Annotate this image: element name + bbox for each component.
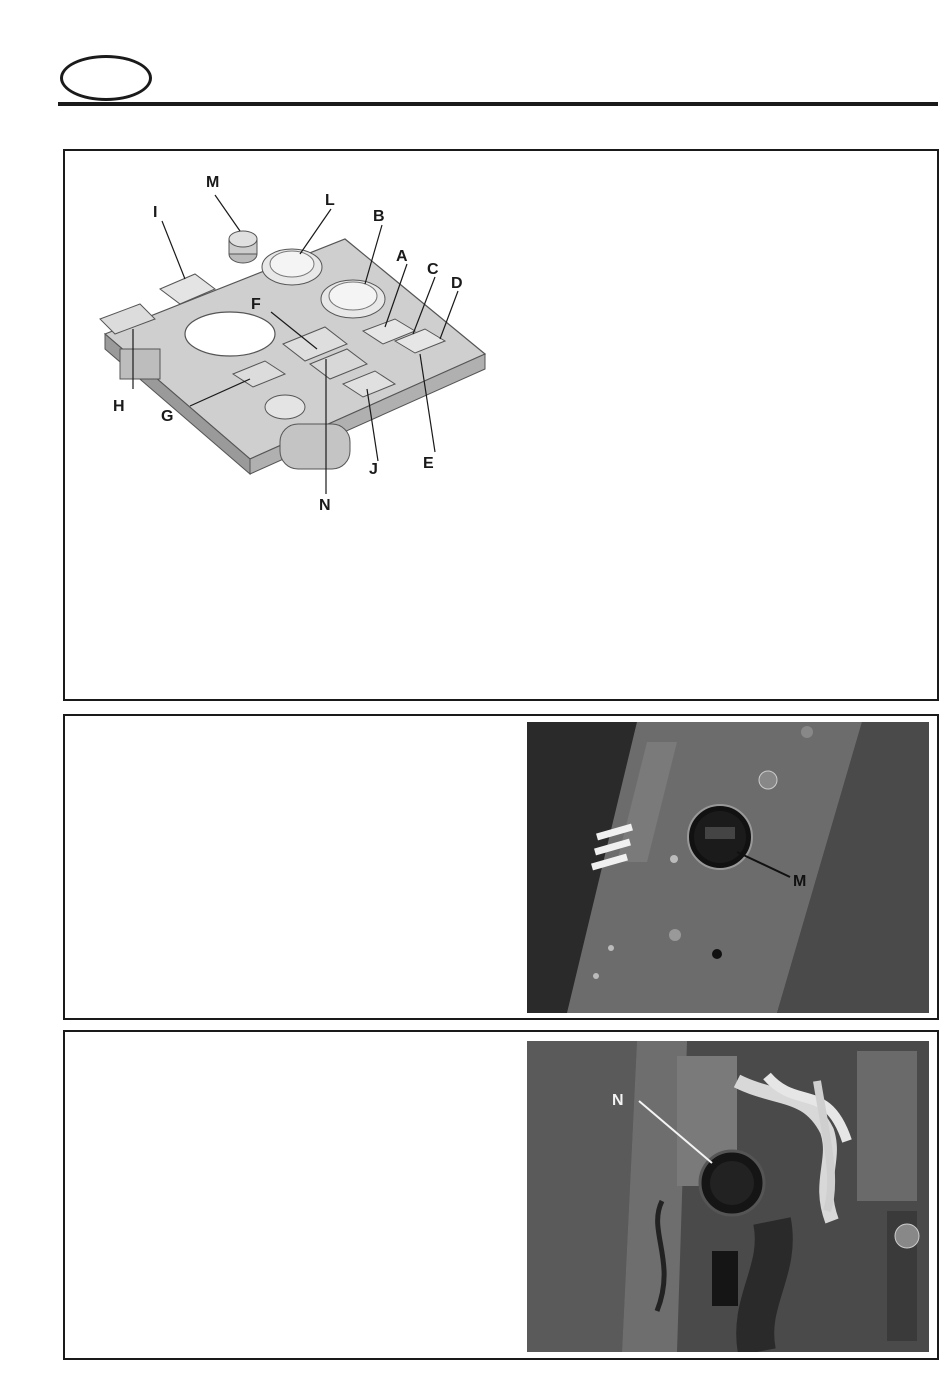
component-n-photo (527, 1041, 929, 1352)
callout-c: C (427, 261, 439, 278)
component-n-figure (63, 1030, 939, 1360)
callout-g: G (161, 408, 174, 425)
hour-meter-photo (527, 722, 929, 1013)
header-rule (58, 102, 938, 106)
control-panel-diagram (85, 169, 505, 549)
callout-m: M (206, 174, 220, 191)
hour-meter-figure (63, 714, 939, 1020)
callout-d: D (451, 275, 463, 292)
callout-h: H (113, 398, 125, 415)
photo-callout-n: N (612, 1092, 624, 1109)
callout-f: F (251, 296, 261, 313)
callout-l: L (325, 192, 335, 209)
callout-e: E (423, 455, 434, 472)
callout-n: N (319, 497, 331, 514)
callout-j: J (369, 461, 378, 478)
callout-b: B (373, 208, 385, 225)
callout-i: I (153, 204, 158, 221)
control-panel-figure (63, 149, 939, 701)
callout-a: A (396, 248, 408, 265)
photo-callout-m: M (793, 873, 807, 890)
language-badge (60, 55, 152, 101)
